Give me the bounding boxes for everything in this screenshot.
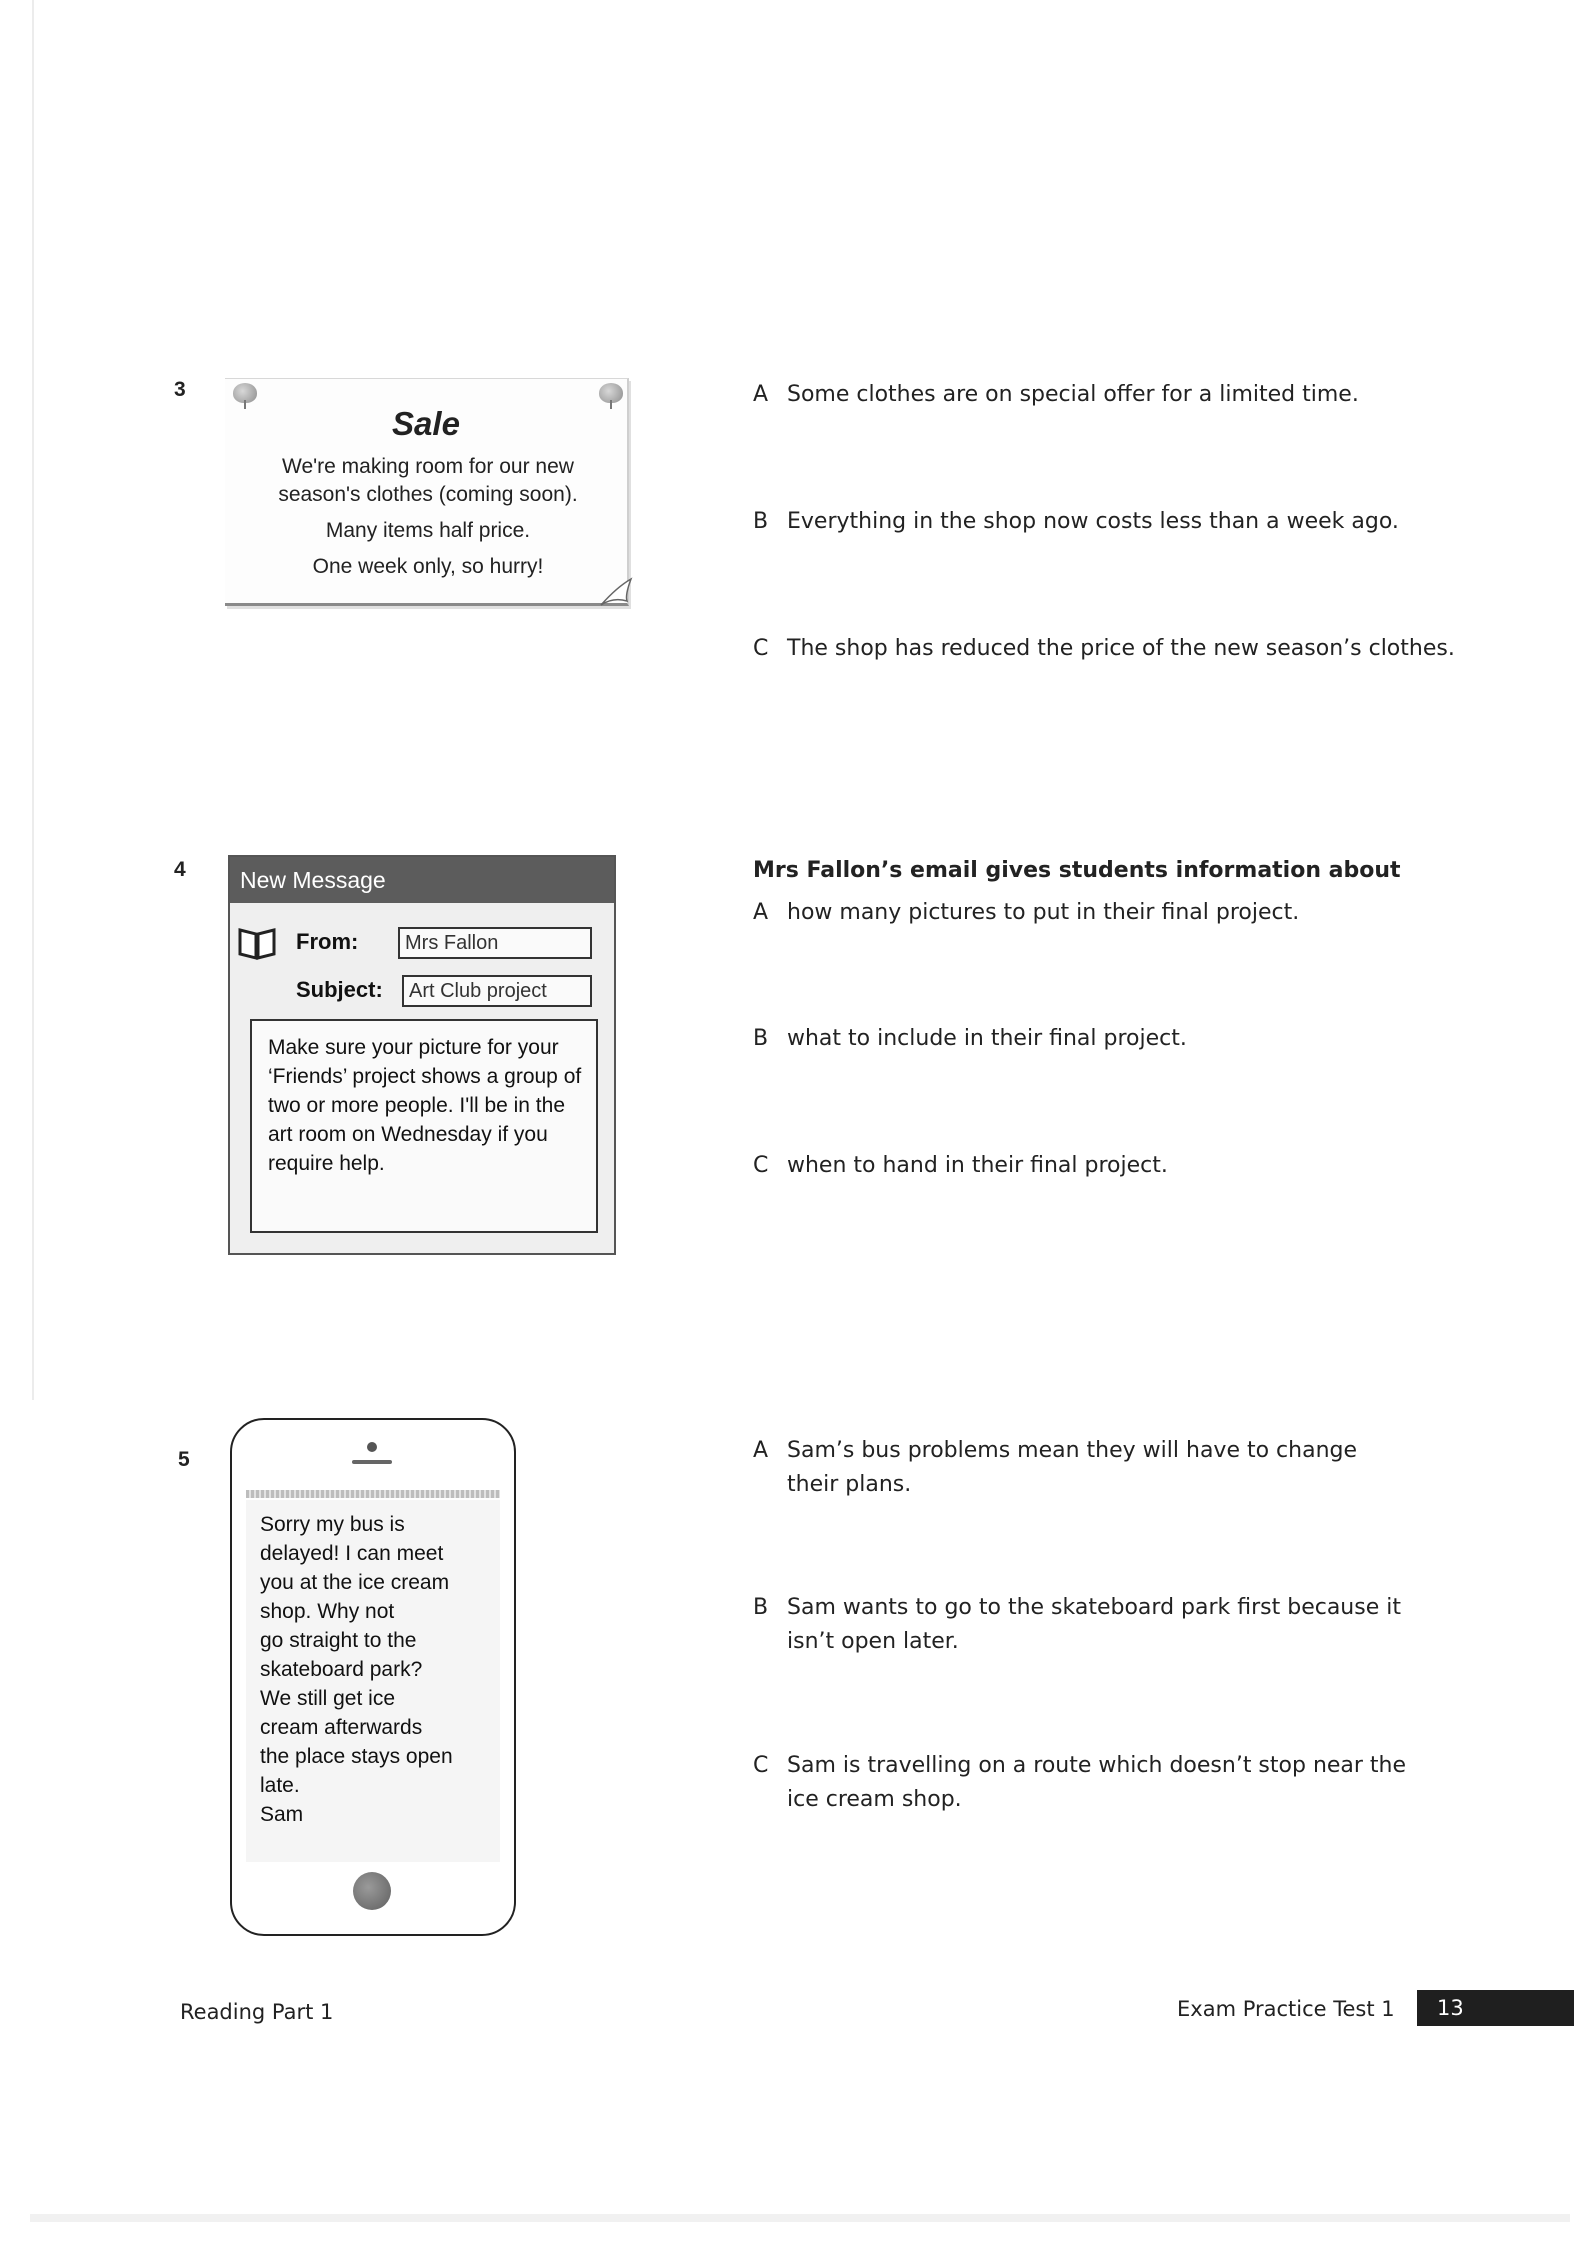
email-window [228, 855, 616, 1255]
q5-option-a[interactable] [753, 1434, 1413, 1502]
option-text: how many pictures to put in their final project. [787, 900, 1300, 925]
scan-edge-bottom [30, 2214, 1570, 2222]
q5-option-c[interactable] [753, 1749, 1413, 1817]
speaker-icon [352, 1460, 392, 1464]
notice-line: We're making room for our new [282, 455, 574, 478]
option-text: Sam is travelling on a route which doesn’t stop near the ice cream shop. [787, 1753, 1407, 1812]
from-field[interactable]: Mrs Fallon [398, 927, 592, 959]
option-text: Sam’s bus problems mean they will have to change their plans. [787, 1438, 1358, 1497]
pushpin-left-icon [233, 383, 257, 403]
option-letter: B [753, 1026, 769, 1051]
question-number-5: 5 [178, 1448, 190, 1471]
q3-option-a[interactable] [753, 378, 1473, 412]
scan-edge-left [32, 0, 34, 1400]
option-text: The shop has reduced the price of the new season’s clothes. [787, 636, 1455, 661]
notice-line: Many items half price. [325, 519, 531, 542]
option-letter: C [753, 1753, 769, 1778]
option-text: when to hand in their final project. [787, 1153, 1168, 1178]
page-number: 13 [1417, 1990, 1574, 2026]
option-letter: A [753, 1438, 769, 1463]
q4-option-b[interactable] [753, 1022, 1473, 1056]
option-letter: A [753, 382, 769, 407]
notice-line: season's clothes (coming soon). [278, 483, 578, 506]
option-letter: B [753, 1595, 769, 1620]
phone-frame [230, 1418, 516, 1936]
subject-label: Subject: [296, 977, 383, 1002]
option-letter: B [753, 509, 769, 534]
page-curl-icon [597, 577, 633, 607]
sale-notice [225, 378, 629, 606]
pushpin-right-icon [599, 383, 623, 403]
q4-question-stem: Mrs Fallon’s email gives students information about [753, 858, 1401, 883]
camera-icon [367, 1442, 377, 1452]
home-button-icon[interactable] [353, 1872, 391, 1910]
subject-field[interactable]: Art Club project [402, 975, 592, 1007]
option-text: what to include in their final project. [787, 1026, 1187, 1051]
notice-body [241, 449, 615, 585]
question-number-3: 3 [174, 378, 186, 401]
question-number-4: 4 [174, 858, 186, 881]
notice-title: Sale [392, 405, 460, 442]
text-message: Sorry my bus is delayed! I can meet you at the ice cream shop. Why not go straight to the skateboard park? We still get ice cream afterwards the place stays open late. Sam [246, 1500, 500, 1862]
from-label: From: [296, 929, 359, 954]
email-body[interactable]: Make sure your picture for your ‘Friends’ project shows a group of two or more people. I'll be in the art room on Wednesday if you require help. [250, 1019, 598, 1233]
footer-section-label: Reading Part 1 [180, 2000, 334, 2024]
option-letter: C [753, 636, 769, 661]
q5-option-b[interactable] [753, 1591, 1413, 1659]
q3-option-b[interactable] [753, 505, 1473, 539]
option-letter: C [753, 1153, 769, 1178]
option-letter: A [753, 900, 769, 925]
address-book-icon [236, 926, 278, 960]
option-text: Some clothes are on special offer for a limited time. [787, 382, 1359, 407]
q4-option-a[interactable] [753, 896, 1473, 930]
option-text: Everything in the shop now costs less than a week ago. [787, 509, 1399, 534]
q3-option-c[interactable] [753, 632, 1493, 666]
email-title-bar: New Message [230, 857, 614, 903]
phone-status-bar [246, 1490, 500, 1498]
footer-test-label: Exam Practice Test 1 [1177, 1997, 1395, 2021]
notice-line: One week only, so hurry! [312, 555, 544, 578]
option-text: Sam wants to go to the skateboard park first because it isn’t open later. [787, 1595, 1401, 1654]
q4-option-c[interactable] [753, 1149, 1473, 1183]
